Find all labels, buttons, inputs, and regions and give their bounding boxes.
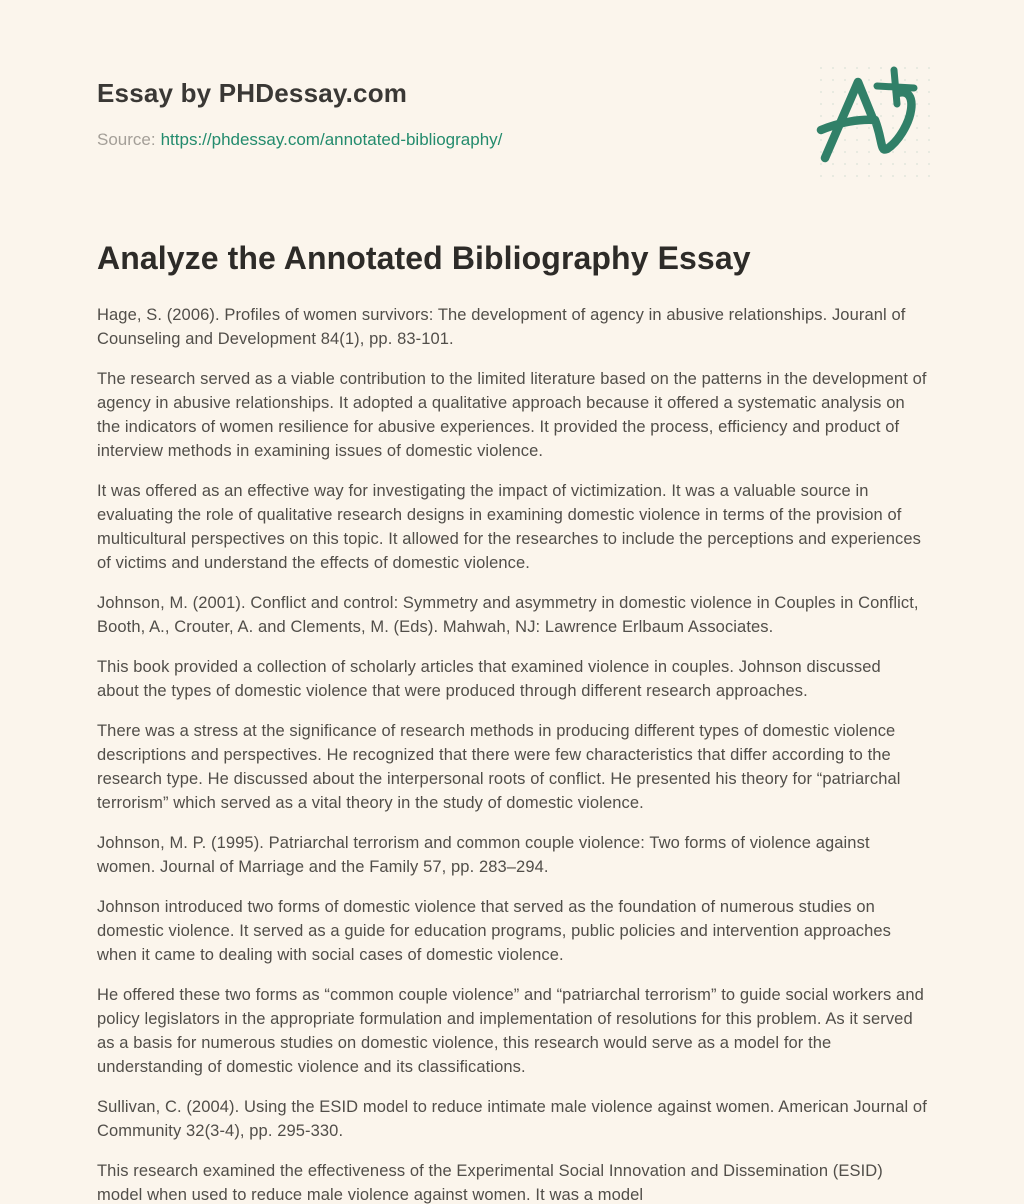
- source-line: [97, 130, 927, 150]
- essay-paragraph-citation: Johnson, M. P. (1995). Patriarchal terrorism and common couple violence: Two forms of violence against women. Journal of Marriage and the Family 57, pp. 283–294.: [97, 834, 870, 876]
- source-link[interactable]: https://phdessay.com/annotated-bibliography/: [160, 130, 503, 149]
- essay-article: [97, 238, 927, 1204]
- essay-paragraph: There was a stress at the significance of research methods in producing different types of domestic violence descriptions and perspectives. He recognized that there were few characteristics that differ according to the research type. He discussed about the interpersonal roots of conflict. He presented his theory for “patriarchal terrorism” which served as a vital theory in the study of domestic violence.: [97, 722, 901, 812]
- essay-title: Analyze the Annotated Bibliography Essay: [97, 240, 751, 276]
- page-header: [97, 78, 927, 150]
- essay-body: [97, 303, 927, 1204]
- essay-paragraph: Johnson introduced two forms of domestic violence that served as the foundation of numerous studies on domestic violence. It served as a guide for education programs, public policies and intervention approaches when it came to dealing with social cases of domestic violence.: [97, 898, 891, 964]
- essay-paragraph: This book provided a collection of scholarly articles that examined violence in couples. Johnson discussed about the types of domestic violence that were produced through different research approaches.: [97, 658, 881, 700]
- source-label: Source:: [97, 130, 156, 149]
- essay-paragraph-citation: Sullivan, C. (2004). Using the ESID model to reduce intimate male violence against women. American Journal of Community 32(3-4), pp. 295-330.: [97, 1098, 927, 1140]
- essay-paragraph-citation: Hage, S. (2006). Profiles of women survivors: The development of agency in abusive relationships. Jouranl of Counseling and Development 84(1), pp. 83-101.: [97, 306, 906, 348]
- a-plus-logo-icon: [815, 62, 935, 182]
- essay-paragraph: It was offered as an effective way for investigating the impact of victimization. It was a valuable source in evaluating the role of qualitative research designs in examining domestic violence in terms of the provision of multicultural perspectives on this topic. It allowed for the researches to include the perceptions and experiences of victims and understand the effects of domestic violence.: [97, 482, 922, 572]
- essay-paragraph-citation: Johnson, M. (2001). Conflict and control: Symmetry and asymmetry in domestic violence in Couples in Conflict, Booth, A., Crouter, A. and Clements, M. (Eds). Mahwah, NJ: Lawrence Erlbaum Associates.: [97, 594, 919, 636]
- essay-paragraph: He offered these two forms as “common couple violence” and “patriarchal terrorism” to guide social workers and policy legislators in the appropriate formulation and implementation of resolutions for this problem. As it served as a basis for numerous studies on domestic violence, this research would serve as a model for the understanding of domestic violence and its classifications.: [97, 986, 924, 1076]
- essay-paragraph: This research examined the effectiveness of the Experimental Social Innovation and Dissemination (ESID) model when used to reduce male violence against women. It was a model: [97, 1162, 883, 1204]
- essay-paragraph: The research served as a viable contribution to the limited literature based on the patterns in the development of agency in abusive relationships. It adopted a qualitative approach because it offered a systematic analysis on the indicators of women resilience for abusive experiences. It provided the process, efficiency and product of interview methods in examining issues of domestic violence.: [97, 370, 927, 460]
- site-title: Essay by PHDessay.com: [97, 78, 408, 108]
